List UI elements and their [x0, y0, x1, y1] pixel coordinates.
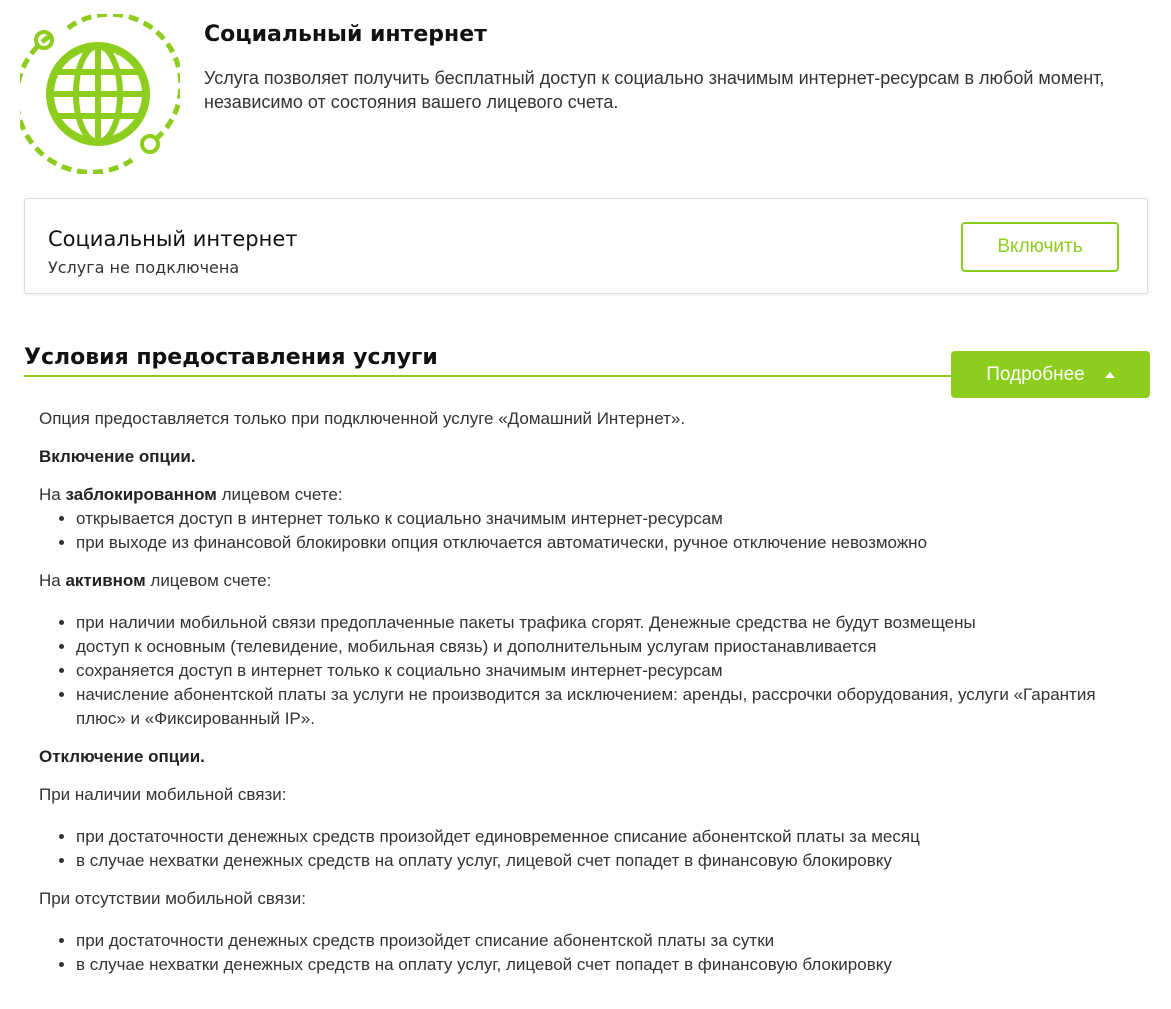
list-item: • открывается доступ в интернет только к социально значимым интернет-ресурсам	[76, 507, 1139, 531]
page-title: Социальный интернет	[204, 22, 487, 47]
mobile-list	[39, 825, 1139, 873]
no-mobile-list	[39, 929, 1139, 977]
details-toggle-button[interactable]	[951, 351, 1150, 398]
no-mobile-heading: При отсутствии мобильной связи:	[39, 889, 306, 908]
list-item: • в случае нехватки денежных средств на оплату услуг, лицевой счет попадет в финансовую блокировку	[76, 953, 1139, 977]
globe-orbit-icon	[20, 14, 180, 174]
enable-button[interactable]: Включить	[961, 222, 1119, 272]
disable-heading: Отключение опции.	[39, 747, 205, 766]
service-description: Услуга позволяет получить бесплатный доступ к социально значимым интернет-ресурсам в любой момент, независимо от состояния вашего лицевого счета.	[204, 68, 1105, 112]
intro-text: Опция предоставляется только при подключенной услуге «Домашний Интернет».	[39, 409, 686, 428]
service-status-card	[24, 198, 1148, 294]
list-item: • при достаточности денежных средств произойдет списание абонентской платы за сутки	[76, 929, 1139, 953]
list-item: • начисление абонентской платы за услуги не производится за исключением: аренды, рассрочки оборудования, услуги «Гарантия плюс» и «Фиксированный IP».	[76, 683, 1139, 731]
active-bold-text: активном	[65, 571, 146, 590]
list-item: • при выходе из финансовой блокировки опция отключается автоматически, ручное отключение невозможно	[76, 531, 1139, 555]
blocked-account-heading: На заблокированном лицевом счете:	[39, 485, 343, 504]
mobile-heading: При наличии мобильной связи:	[39, 785, 287, 804]
list-item: • доступ к основным (телевидение, мобильная связь) и дополнительным услугам приостанавливается	[76, 635, 1139, 659]
blocked-bold-text: заблокированном	[65, 485, 217, 504]
service-header	[0, 0, 1171, 180]
details-label: Подробнее	[986, 363, 1085, 385]
conditions-title: Условия предоставления услуги	[24, 345, 438, 370]
list-item: • при наличии мобильной связи предоплаченные пакеты трафика сгорят. Денежные средства не будут возмещены	[76, 611, 1139, 635]
caret-up-icon	[1105, 372, 1115, 378]
list-item: • в случае нехватки денежных средств на оплату услуг, лицевой счет попадет в финансовую блокировку	[76, 849, 1139, 873]
active-account-heading: На активном лицевом счете:	[39, 571, 272, 590]
card-title: Социальный интернет	[48, 227, 298, 251]
enable-heading: Включение опции.	[39, 447, 196, 466]
conditions-content	[39, 407, 1139, 977]
status-text: Услуга не подключена	[48, 258, 240, 277]
active-list	[39, 611, 1139, 731]
list-item: • при достаточности денежных средств произойдет единовременное списание абонентской платы за месяц	[76, 825, 1139, 849]
blocked-list	[39, 507, 1139, 555]
list-item: • сохраняется доступ в интернет только к социально значимым интернет-ресурсам	[76, 659, 1139, 683]
